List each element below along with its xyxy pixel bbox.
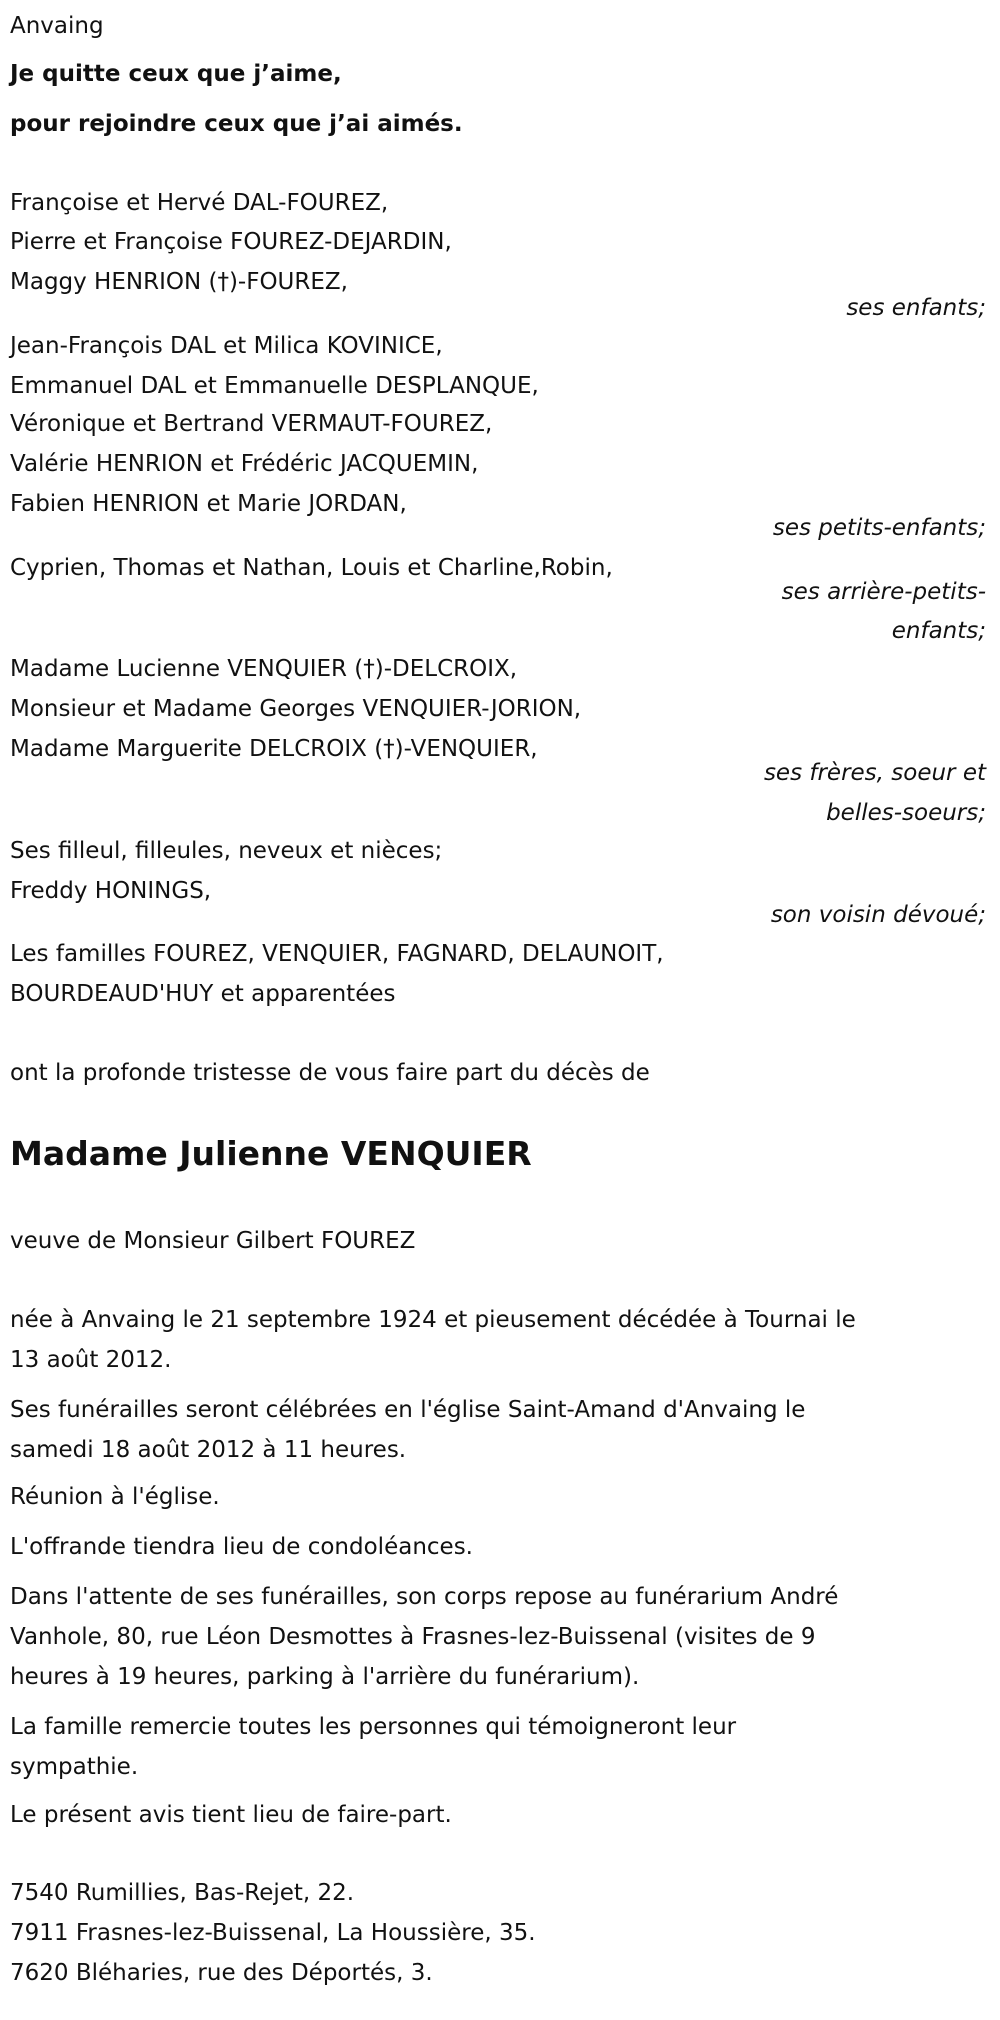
quote-line: pour rejoindre ceux que j’ai aimés.	[10, 111, 463, 137]
address-line: 7911 Frasnes-lez-Buissenal, La Houssière, 35.	[10, 1920, 536, 1946]
paragraph-line: Réunion à l'église.	[10, 1484, 220, 1510]
paragraph-line: L'offrande tiendra lieu de condoléances.	[10, 1534, 473, 1560]
paragraph-line: Le présent avis tient lieu de faire-part.	[10, 1802, 452, 1828]
address-line: 7620 Bléharies, rue des Déportés, 3.	[10, 1960, 433, 1986]
family-line: Ses filleul, filleules, neveux et nièces;	[10, 838, 443, 864]
family-line: Monsieur et Madame Georges VENQUIER-JORION,	[10, 696, 582, 722]
paragraph-line: 13 août 2012.	[10, 1347, 172, 1373]
paragraph-line: Ses funérailles seront célébrées en l'église Saint-Amand d'Anvaing le	[10, 1397, 806, 1423]
family-line: Véronique et Bertrand VERMAUT-FOUREZ,	[10, 411, 493, 437]
relation-label: ses enfants;	[846, 295, 986, 321]
family-line: Emmanuel DAL et Emmanuelle DESPLANQUE,	[10, 373, 539, 399]
family-line: Freddy HONINGS,	[10, 878, 212, 904]
paragraph-line: Dans l'attente de ses funérailles, son corps repose au funérarium André	[10, 1584, 839, 1610]
quote-line: Je quitte ceux que j’aime,	[10, 61, 342, 87]
family-line: Fabien HENRION et Marie JORDAN,	[10, 491, 407, 517]
family-line: Jean-François DAL et Milica KOVINICE,	[10, 333, 443, 359]
relation-label: son voisin dévoué;	[770, 902, 986, 928]
paragraph-line: Vanhole, 80, rue Léon Desmottes à Frasnes-lez-Buissenal (visites de 9	[10, 1624, 816, 1650]
family-line: Madame Marguerite DELCROIX (†)-VENQUIER,	[10, 736, 538, 762]
place: Anvaing	[10, 13, 104, 39]
relation-label: ses frères, soeur et	[763, 760, 986, 786]
paragraph-line: sympathie.	[10, 1754, 139, 1780]
paragraph-line: née à Anvaing le 21 septembre 1924 et pieusement décédée à Tournai le	[10, 1307, 856, 1333]
relation-label: ses petits-enfants;	[772, 515, 986, 541]
announcement: ont la profonde tristesse de vous faire part du décès de	[10, 1060, 650, 1086]
relation-label: ses arrière-petits-	[781, 579, 986, 605]
family-line: Françoise et Hervé DAL-FOUREZ,	[10, 190, 389, 216]
paragraph-line: samedi 18 août 2012 à 11 heures.	[10, 1437, 407, 1463]
family-line: BOURDEAUD'HUY et apparentées	[10, 981, 396, 1007]
relation-label: belles-soeurs;	[826, 800, 986, 826]
family-line: Madame Lucienne VENQUIER (†)-DELCROIX,	[10, 656, 518, 682]
family-line: Pierre et Françoise FOUREZ-DEJARDIN,	[10, 229, 452, 255]
family-line: Valérie HENRION et Frédéric JACQUEMIN,	[10, 451, 479, 477]
family-line: Les familles FOUREZ, VENQUIER, FAGNARD, DELAUNOIT,	[10, 941, 664, 967]
relation-label: enfants;	[891, 618, 986, 644]
address-line: 7540 Rumillies, Bas-Rejet, 22.	[10, 1880, 355, 1906]
family-line: Maggy HENRION (†)-FOUREZ,	[10, 269, 348, 295]
paragraph-line: La famille remercie toutes les personnes qui témoigneront leur	[10, 1714, 737, 1740]
family-line: Cyprien, Thomas et Nathan, Louis et Charline,Robin,	[10, 555, 613, 581]
paragraph-line: heures à 19 heures, parking à l'arrière du funérarium).	[10, 1664, 640, 1690]
deceased-name: Madame Julienne VENQUIER	[10, 1134, 532, 1173]
widow-of: veuve de Monsieur Gilbert FOUREZ	[10, 1228, 416, 1254]
